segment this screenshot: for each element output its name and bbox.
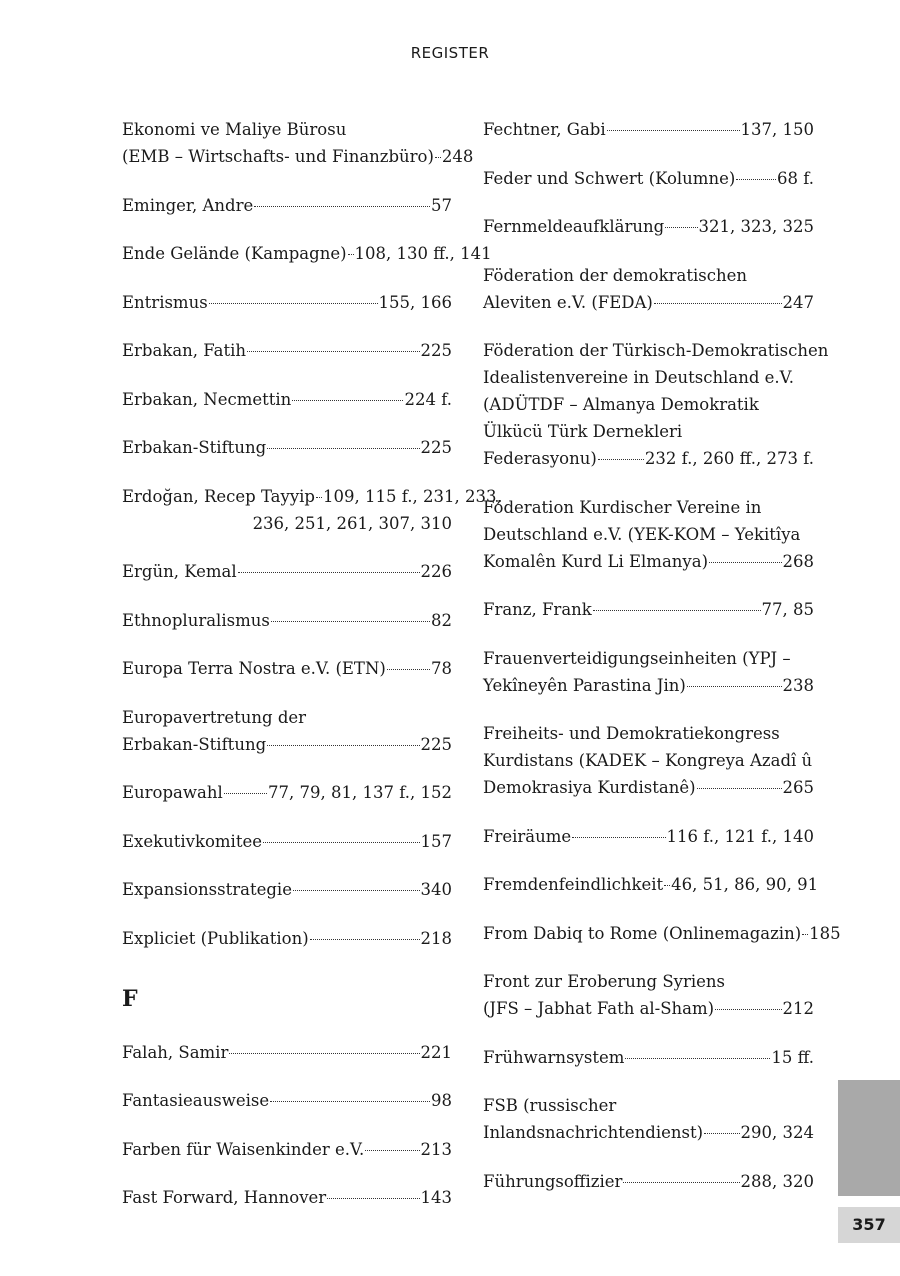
dot-leader [310,938,420,940]
index-entry [122,337,452,364]
entry-term: Demokrasiya Kurdistanê) [483,778,696,797]
index-entry [122,240,492,267]
entry-leader-line [483,165,814,192]
entry-term: Eminger, Andre [122,195,254,215]
right-entries [483,116,841,1195]
entry-term-line: Ekonomi ve Maliye Bürosu [122,120,347,139]
entry-term: Fremdenfeindlichkeit [483,875,664,894]
section-letter: F [122,985,138,1012]
dot-leader [709,561,781,563]
entry-term-line: Föderation der Türkisch-Demokratischen [483,341,829,360]
entry-pages: 232 f., 260 ff., 273 f. [644,449,814,468]
entry-pages: 225 [420,438,452,457]
entry-pages: 143 [420,1188,452,1207]
entry-pages: 340 [420,880,452,899]
entry-leader-line [483,1044,814,1071]
entry-term: From Dabiq to Rome (Onlinemagazin) [483,923,802,943]
dot-leader [697,787,782,789]
entry-leader-line [483,920,841,947]
page-number: 357 [838,1207,900,1243]
entry-pages-continued [122,510,452,537]
index-entry [122,655,452,682]
dot-leader [664,884,670,886]
entry-pages: 247 [782,292,814,312]
entry-leader-line [483,289,814,316]
index-entry [122,704,452,758]
entry-pages: 116 f., 121 f., 140 [666,826,814,846]
entry-pages: 248 [441,147,474,166]
entry-pages: 137, 150 [740,120,814,139]
entry-leader-line [122,876,452,903]
right-column [483,116,841,1216]
entry-term: Erbakan, Fatih [122,341,246,360]
entry-leader-line [483,995,814,1022]
dot-leader [229,1052,419,1054]
entry-pages: 77, 79, 81, 137 f., 152 [268,783,452,802]
entry-leader-line [483,1119,814,1146]
entry-pages: 226 [420,562,452,581]
entry-pages: 77, 85 [761,600,814,619]
entry-pages: 46, 51, 86, 90, 91 [671,875,819,894]
running-header: REGISTER [410,44,490,62]
index-entry [483,596,814,623]
entry-term-line: Ülkücü Türk Dernekleri [483,422,683,441]
index-entry [122,607,452,634]
index-entry [122,483,502,537]
index-entry [483,337,829,472]
index-entry [483,823,814,850]
index-entry [122,1136,452,1163]
entry-leader-line [122,483,502,510]
entry-pages: 155, 166 [378,292,452,312]
index-entry [122,876,452,903]
entry-leader-line [122,1184,452,1211]
entry-term: Frühwarnsystem [483,1047,625,1067]
dot-leader [365,1149,419,1151]
entry-term-line: Föderation der demokratischen [483,265,747,285]
index-entry [483,720,814,801]
index-entry [483,213,814,240]
entry-term: Freiräume [483,826,572,846]
dot-leader [209,302,378,304]
dot-leader [327,1197,419,1199]
entry-term: Erbakan, Necmettin [122,389,292,409]
dot-leader [715,1008,781,1010]
entry-leader-line [122,607,452,634]
index-entry [122,779,452,806]
index-entry [483,920,841,947]
entry-term: Ende Gelände (Kampagne) [122,244,347,263]
entry-term-line: Europavertretung der [122,707,307,727]
entry-term-line: FSB (russischer [483,1096,617,1115]
thumb-tab [838,1080,900,1196]
entry-leader-line [122,240,492,267]
index-entry [122,1039,452,1066]
entry-leader-line [483,596,814,623]
entry-pages: 236, 251, 261, 307, 310 [252,513,452,533]
entry-leader-line [483,116,814,143]
index-entry [483,116,814,143]
entry-leader-line [122,434,452,461]
index-entry [483,165,814,192]
entry-term: Erbakan-Stiftung [122,734,267,754]
entry-leader-line [122,289,452,316]
entry-leader-line [483,445,814,472]
entry-leader-line [122,192,452,219]
entry-pages: 218 [420,928,452,948]
index-entry [483,1092,814,1146]
entry-term: Federasyonu) [483,449,597,468]
index-entry [483,645,814,699]
dot-leader [316,496,322,498]
dot-leader [607,129,740,131]
dot-leader [224,792,267,794]
entry-pages: 109, 115 f., 231, 233, [323,486,502,506]
index-entry [483,871,819,898]
entry-leader-line [122,337,452,364]
entry-term-line: Freiheits- und Demokratiekongress [483,724,780,743]
dot-leader [654,302,782,304]
index-entry [122,116,474,170]
entry-term-line: Idealistenvereine in Deutschland e.V. [483,368,794,387]
entry-term: Erbakan-Stiftung [122,438,267,457]
dot-leader [247,350,420,352]
entry-term-line: Föderation Kurdischer Vereine in [483,497,762,517]
index-entry [483,262,814,316]
entry-leader-line [122,143,474,170]
entry-pages: 78 [431,659,452,678]
entry-term-line: Kurdistans (KADEK – Kongreya Azadî û [483,751,813,770]
entry-term: Inlandsnachrichtendienst) [483,1123,704,1142]
entry-term: Fantasieausweise [122,1091,270,1110]
index-entry [483,1168,814,1195]
index-entry [122,434,452,461]
dot-leader [665,226,697,228]
dot-leader [572,836,665,838]
entry-term: Expansionsstrategie [122,880,292,899]
entry-term: Europa Terra Nostra e.V. (ETN) [122,659,386,678]
dot-leader [623,1181,739,1183]
left-column [122,116,502,1233]
entry-leader-line [122,1087,452,1114]
entry-pages: 157 [420,831,452,851]
index-entry [483,968,814,1022]
entry-leader-line [483,774,814,801]
dot-leader [292,399,403,401]
index-entry [122,192,452,219]
left-entries-b [122,1039,452,1212]
entry-term: Farben für Waisenkinder e.V. [122,1139,365,1159]
index-entry [483,1044,814,1071]
entry-term: Komalên Kurd Li Elmanya) [483,551,709,571]
entry-pages: 213 [420,1139,452,1159]
index-entry [122,1087,452,1114]
entry-term: Exekutivkomitee [122,831,262,851]
dot-leader [387,668,430,670]
entry-pages: 185 [809,923,841,943]
dot-leader [267,447,419,449]
dot-leader [593,609,761,611]
entry-term: Fernmeldeaufklärung [483,217,665,236]
dot-leader [687,685,782,687]
entry-term: Führungsoffizier [483,1171,623,1191]
dot-leader [238,571,420,573]
entry-pages: 238 [782,675,814,695]
entry-term: Europawahl [122,783,223,802]
entry-pages: 98 [431,1091,452,1110]
entry-pages: 268 [782,551,814,571]
entry-leader-line [483,213,814,240]
entry-leader-line [122,779,452,806]
entry-term-line: (ADÜTDF – Almanya Demokratik [483,395,759,414]
dot-leader [598,458,644,460]
entry-term: Entrismus [122,292,208,312]
index-entry [122,558,452,585]
entry-pages: 68 f. [776,168,814,188]
entry-term: Expliciet (Publikation) [122,928,309,948]
entry-leader-line [483,1168,814,1195]
index-entry [122,289,452,316]
entry-term-line: Deutschland e.V. (YEK-KOM – Yekitîya [483,524,801,544]
index-entry [122,828,452,855]
entry-term: Falah, Samir [122,1042,229,1062]
entry-pages: 225 [420,734,452,754]
dot-leader [270,1100,430,1102]
entry-leader-line [122,828,452,855]
dot-leader [736,178,776,180]
entry-term: Erdoğan, Recep Tayyip [122,486,315,506]
dot-leader [704,1132,739,1134]
entry-leader-line [483,823,814,850]
entry-pages: 265 [782,778,814,797]
entry-leader-line [483,871,819,898]
entry-term-line: Frauenverteidigungseinheiten (YPJ – [483,648,791,668]
entry-leader-line [483,548,814,575]
entry-term-line: Front zur Eroberung Syriens [483,972,726,991]
index-entry [122,386,452,413]
entry-term: (JFS – Jabhat Fath al-Sham) [483,999,715,1018]
index-entry [483,494,814,575]
entry-pages: 321, 323, 325 [698,217,814,236]
entry-pages: 224 f. [404,389,452,409]
dot-leader [625,1057,770,1059]
dot-leader [802,933,808,935]
entry-leader-line [122,925,452,952]
entry-term: Feder und Schwert (Kolumne) [483,168,736,188]
dot-leader [271,620,430,622]
entry-leader-line [122,1136,452,1163]
dot-leader [435,156,441,158]
entry-pages: 221 [420,1042,452,1062]
entry-term: Ergün, Kemal [122,562,237,581]
index-entry [122,925,452,952]
left-entries-a [122,116,502,952]
entry-term: Aleviten e.V. (FEDA) [483,292,653,312]
dot-leader [267,744,419,746]
entry-pages: 288, 320 [740,1171,814,1191]
entry-pages: 57 [431,195,452,215]
entry-leader-line [483,672,814,699]
index-entry [122,1184,452,1211]
dot-leader [254,205,430,207]
entry-leader-line [122,386,452,413]
entry-pages: 15 ff. [771,1047,814,1067]
dot-leader [263,841,420,843]
entry-term: (EMB – Wirtschafts- und Finanzbüro) [122,147,434,166]
dot-leader [348,253,354,255]
dot-leader [293,889,420,891]
entry-pages: 212 [782,999,814,1018]
entry-leader-line [122,558,452,585]
entry-term: Franz, Frank [483,600,592,619]
entry-term: Ethnopluralismus [122,610,270,630]
entry-leader-line [122,731,452,758]
entry-term: Yekîneyên Parastina Jin) [483,675,686,695]
entry-leader-line [122,655,452,682]
entry-pages: 82 [431,610,452,630]
entry-leader-line [122,1039,452,1066]
entry-term: Fast Forward, Hannover [122,1188,327,1207]
entry-pages: 225 [420,341,452,360]
entry-term: Fechtner, Gabi [483,120,606,139]
entry-pages: 108, 130 ff., 141 [354,244,492,263]
entry-pages: 290, 324 [740,1123,814,1142]
